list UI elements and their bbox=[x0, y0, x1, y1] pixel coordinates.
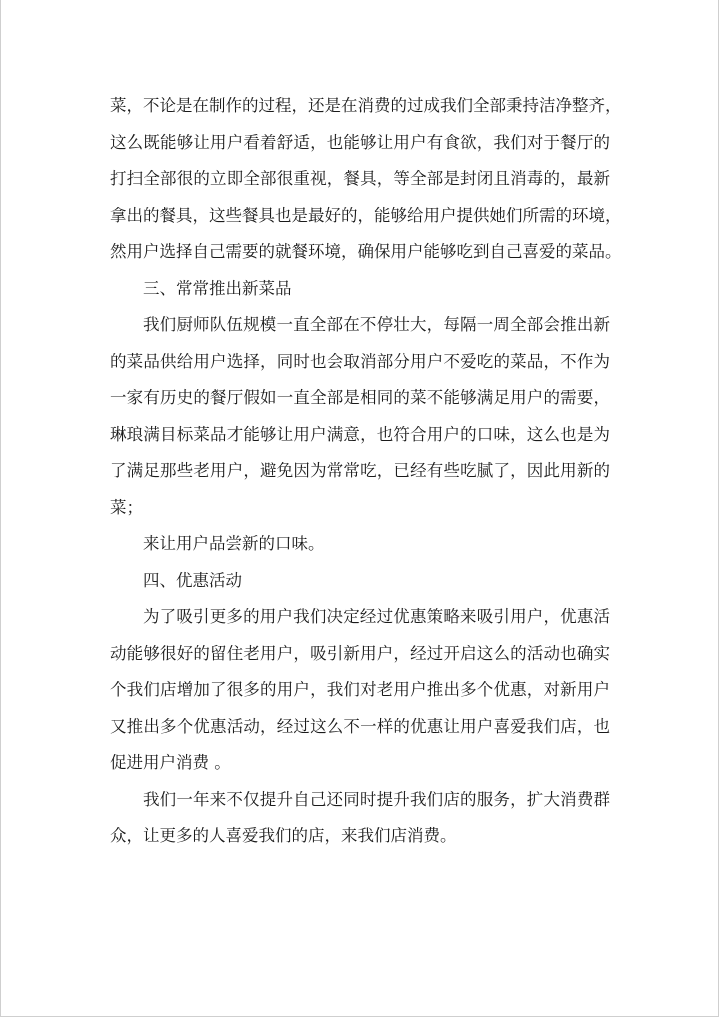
text-line: 打扫全部很的立即全部很重视，餐具，等全部是封闭且消毒的，最新 bbox=[110, 169, 610, 188]
text-line: 为了吸引更多的用户我们决定经过优惠策略来吸引用户，优惠活 bbox=[143, 607, 610, 626]
text-line: 又推出多个优惠活动，经过这么不一样的优惠让用户喜爱我们店，也 bbox=[110, 716, 610, 736]
text-line: 的菜品供给用户选择，同时也会取消部分用户不爱吃的菜品，不作为 bbox=[110, 351, 610, 371]
text-line: 一家有历史的餐厅假如一直全部是相同的菜不能够满足用户的需要， bbox=[110, 388, 610, 407]
text-line: 促进用户消费 。 bbox=[110, 753, 231, 772]
text-line: 动能够很好的留住老用户，吸引新用户，经过开启这么的活动也确实 bbox=[110, 643, 610, 663]
text-line: 众，让更多的人喜爱我们的店，来我们店消费。 bbox=[110, 826, 457, 845]
heading-text: 四、优惠活动 bbox=[143, 570, 242, 590]
text-line: 拿出的餐具，这些餐具也是最好的，能够给用户提供她们所需的环境， bbox=[110, 205, 622, 225]
text-line: 菜，不论是在制作的过程，还是在消费的过成我们全部秉持洁净整齐， bbox=[110, 96, 622, 115]
section-heading bbox=[110, 271, 610, 308]
paragraph bbox=[110, 88, 622, 271]
heading-text: 三、常常推出新菜品 bbox=[143, 278, 292, 298]
text-line: 我们厨师队伍规模一直全部在不停壮大，每隔一周全部会推出新 bbox=[143, 315, 610, 334]
text-line: 来让用户品尝新的口味。 bbox=[143, 534, 325, 553]
text-line: 这么既能够让用户看着舒适，也能够让用户有食欲，我们对于餐厅的 bbox=[110, 132, 610, 152]
text-line: 琳琅满目标菜品才能够让用户满意，也符合用户的口味，这么也是为 bbox=[110, 424, 610, 444]
text-line: 个我们店增加了很多的用户，我们对老用户推出多个优惠，对新用户 bbox=[110, 680, 610, 699]
section-heading bbox=[110, 563, 610, 600]
paragraph bbox=[110, 307, 610, 526]
text-line: 菜； bbox=[110, 497, 143, 517]
text-line: 我们一年来不仅提升自己还同时提升我们店的服务，扩大消费群 bbox=[143, 789, 610, 809]
text-line: 了满足那些老用户，避免因为常常吃，已经有些吃腻了，因此用新的 bbox=[110, 461, 610, 480]
paragraph bbox=[110, 526, 610, 563]
paragraph bbox=[110, 782, 610, 855]
text-line: 然用户选择自己需要的就餐环境，确保用户能够吃到自己喜爱的菜品。 bbox=[110, 242, 622, 261]
document-body bbox=[110, 88, 622, 855]
paragraph bbox=[110, 599, 610, 782]
